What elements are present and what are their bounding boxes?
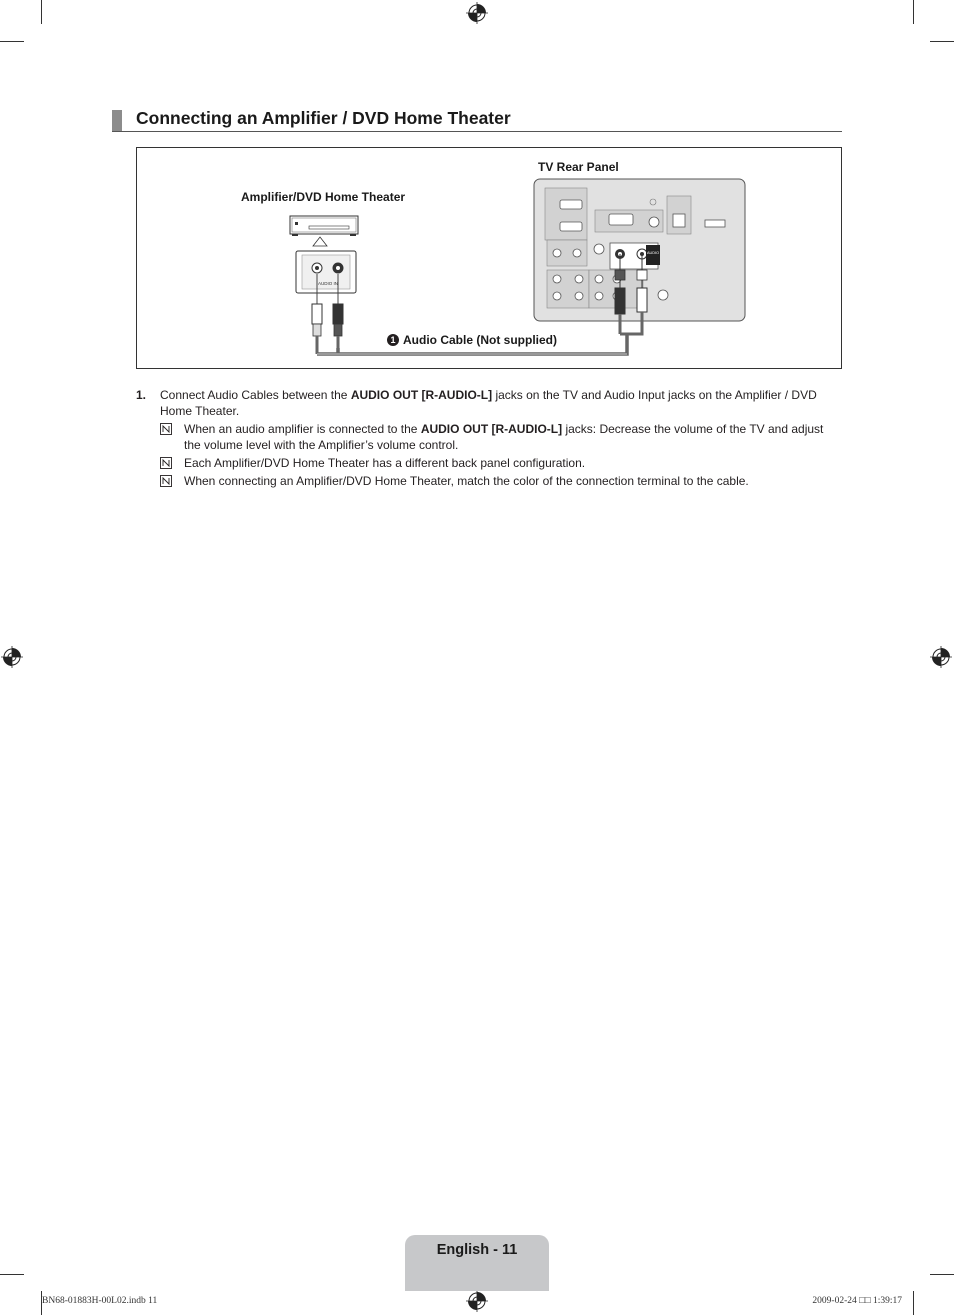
date-info: 2009-02-24 □□ 1:39:17 bbox=[812, 1296, 902, 1306]
audio-in-jack-label: AUDIO IN bbox=[318, 281, 339, 286]
page-number: English - 11 bbox=[436, 1242, 518, 1258]
note-icon bbox=[160, 455, 184, 471]
step-text-part: jacks on the TV and Audio Input jacks on the Amplifier / DVD Home Theater. bbox=[160, 388, 817, 418]
crop-mark bbox=[41, 0, 42, 24]
note-text: Each Amplifier/DVD Home Theater has a different back panel configuration. bbox=[184, 456, 586, 470]
step-number: 1. bbox=[136, 388, 147, 402]
step-text-part: Connect Audio Cables between the bbox=[160, 388, 351, 402]
note-icon bbox=[160, 473, 184, 489]
registration-mark-icon bbox=[466, 2, 488, 24]
title-marker bbox=[112, 110, 122, 132]
crop-mark bbox=[0, 41, 24, 42]
section-title: Connecting an Amplifier / DVD Home Theater bbox=[136, 108, 511, 128]
registration-mark-icon bbox=[930, 646, 952, 668]
registration-mark-icon bbox=[466, 1290, 488, 1312]
note-text-part: When an audio amplifier is connected to the bbox=[184, 422, 421, 436]
step-1 bbox=[136, 387, 842, 419]
cable-label: Audio Cable (Not supplied) bbox=[403, 333, 557, 347]
connection-diagram bbox=[136, 147, 842, 369]
registration-mark-icon bbox=[1, 646, 23, 668]
note-text-bold: AUDIO OUT [R-AUDIO-L] bbox=[420, 422, 563, 436]
tv-audio-out-label: AUDIO bbox=[647, 251, 660, 255]
cable-number-badge: 1 bbox=[387, 334, 399, 346]
step-text-bold: AUDIO OUT [R-AUDIO-L] bbox=[350, 388, 493, 402]
note-text bbox=[184, 421, 842, 453]
device-label: Amplifier/DVD Home Theater bbox=[241, 190, 406, 204]
step-text bbox=[160, 387, 842, 419]
crop-mark bbox=[0, 1274, 24, 1275]
cable-caption bbox=[387, 333, 557, 347]
note-text-part: jacks: Decrease the volume of the TV and adjust the volume level with the Amplifier’s volume control. bbox=[184, 422, 824, 452]
amplifier-device-illustration bbox=[290, 216, 358, 293]
note-text: When connecting an Amplifier/DVD Home Theater, match the color of the connection terminal to the cable. bbox=[184, 474, 749, 488]
crop-mark bbox=[913, 1291, 914, 1315]
note-item bbox=[136, 473, 842, 489]
crop-mark bbox=[913, 0, 914, 24]
tv-rear-panel-label: TV Rear Panel bbox=[538, 160, 619, 174]
file-info: BN68-01883H-00L02.indb 11 bbox=[42, 1296, 158, 1306]
crop-mark bbox=[930, 41, 954, 42]
crop-mark bbox=[930, 1274, 954, 1275]
note-icon bbox=[160, 421, 184, 453]
title-underline bbox=[112, 131, 842, 132]
note-item bbox=[136, 455, 842, 471]
note-item bbox=[136, 421, 842, 453]
instructions bbox=[136, 387, 842, 489]
